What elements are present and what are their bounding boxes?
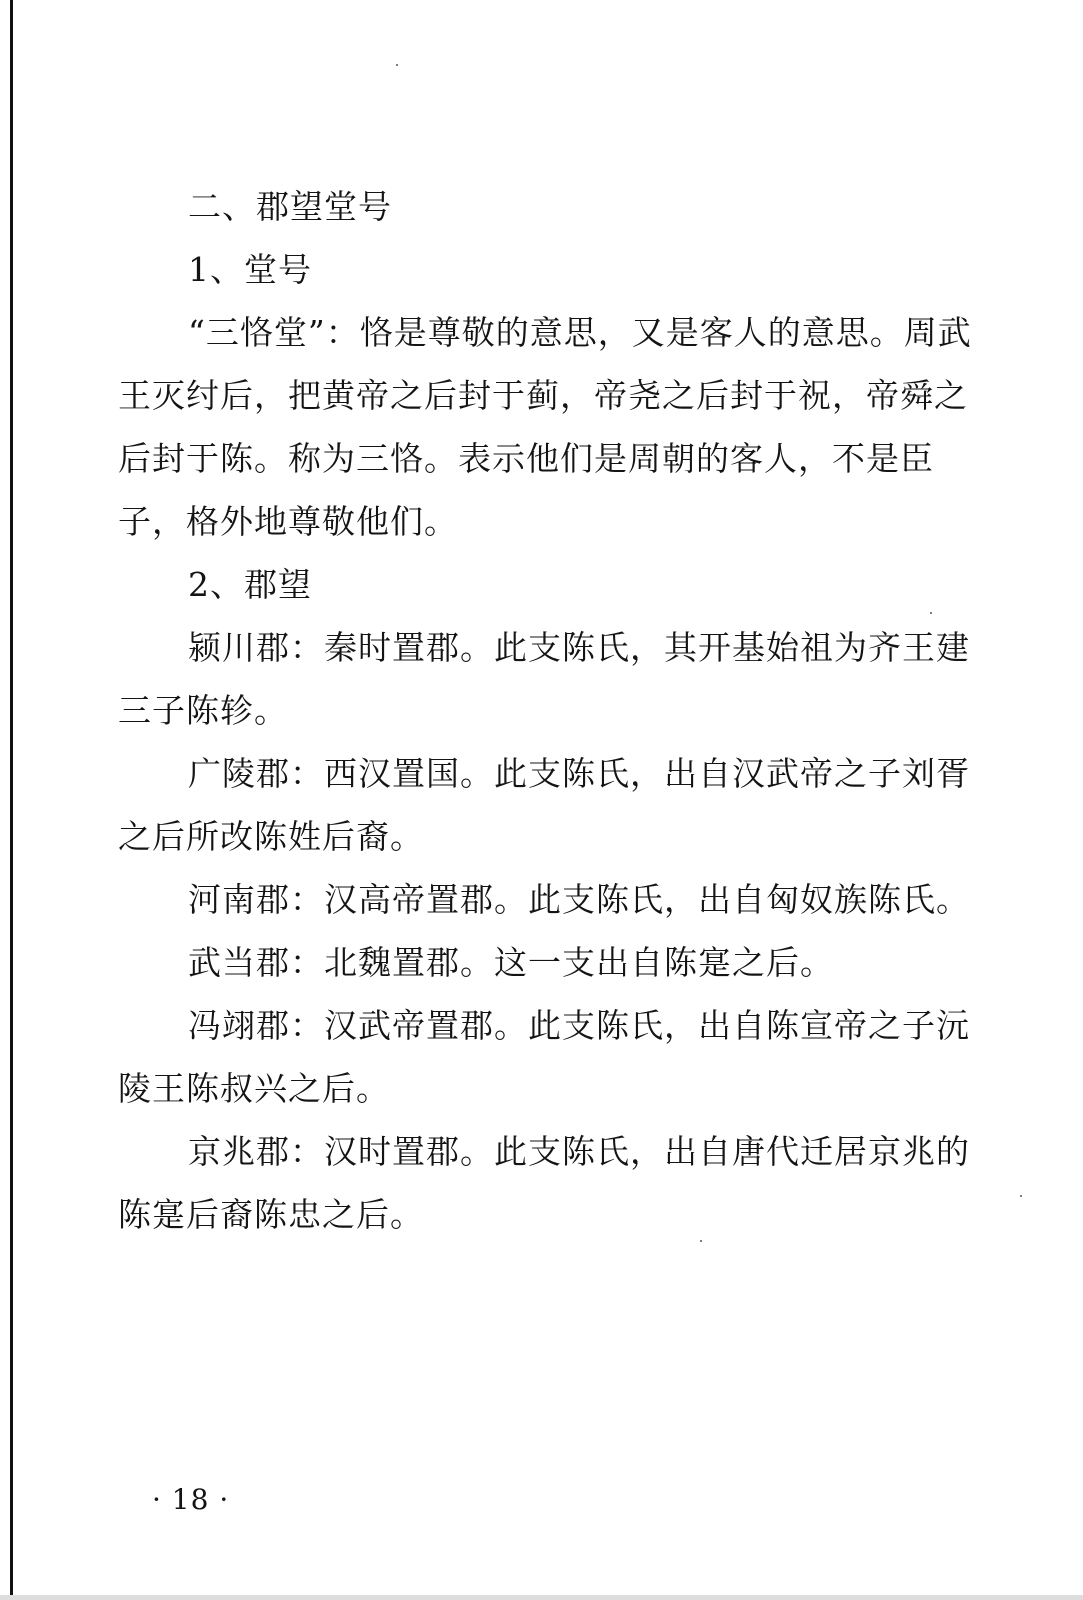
subsection-heading-junwang: 2、郡望 [188, 565, 312, 604]
scan-speck [1020, 1195, 1022, 1197]
paragraph-line: 颍川郡：秦时置郡。此支陈氏，其开基始祖为齐王建 [188, 628, 970, 667]
paragraph-line: 王灭纣后，把黄帝之后封于蓟，帝尧之后封于祝，帝舜之 [118, 376, 968, 415]
paragraph-line: 陈寔后裔陈忠之后。 [118, 1195, 424, 1234]
subsection-heading-tanghao: 1、堂号 [188, 250, 312, 289]
paragraph-line: 陵王陈叔兴之后。 [118, 1069, 390, 1108]
scan-speck [396, 64, 398, 66]
section-heading: 二、郡望堂号 [188, 187, 392, 226]
scan-speck [930, 612, 932, 614]
paragraph-line: 广陵郡：西汉置国。此支陈氏，出自汉武帝之子刘胥 [188, 754, 970, 793]
paragraph-line: 京兆郡：汉时置郡。此支陈氏，出自唐代迁居京兆的 [188, 1132, 970, 1171]
paragraph-line: 后封于陈。称为三恪。表示他们是周朝的客人，不是臣 [118, 439, 934, 478]
paragraph-line: 之后所改陈姓后裔。 [118, 817, 424, 856]
page-number: · 18 · [152, 1483, 230, 1516]
scan-speck [700, 1240, 702, 1242]
paragraph-line: 武当郡：北魏置郡。这一支出自陈寔之后。 [188, 943, 834, 982]
page-edge-bottom [0, 1595, 1083, 1600]
page-edge-left [10, 0, 13, 1600]
paragraph-line: 冯翊郡：汉武帝置郡。此支陈氏，出自陈宣帝之子沅 [188, 1006, 970, 1045]
paragraph-line: 子，格外地尊敬他们。 [118, 502, 458, 541]
paragraph-line: 河南郡：汉高帝置郡。此支陈氏，出自匈奴族陈氏。 [188, 880, 970, 919]
paragraph-line: 三子陈轸。 [118, 691, 288, 730]
paragraph-line: “三恪堂”：恪是尊敬的意思，又是客人的意思。周武 [188, 313, 972, 352]
